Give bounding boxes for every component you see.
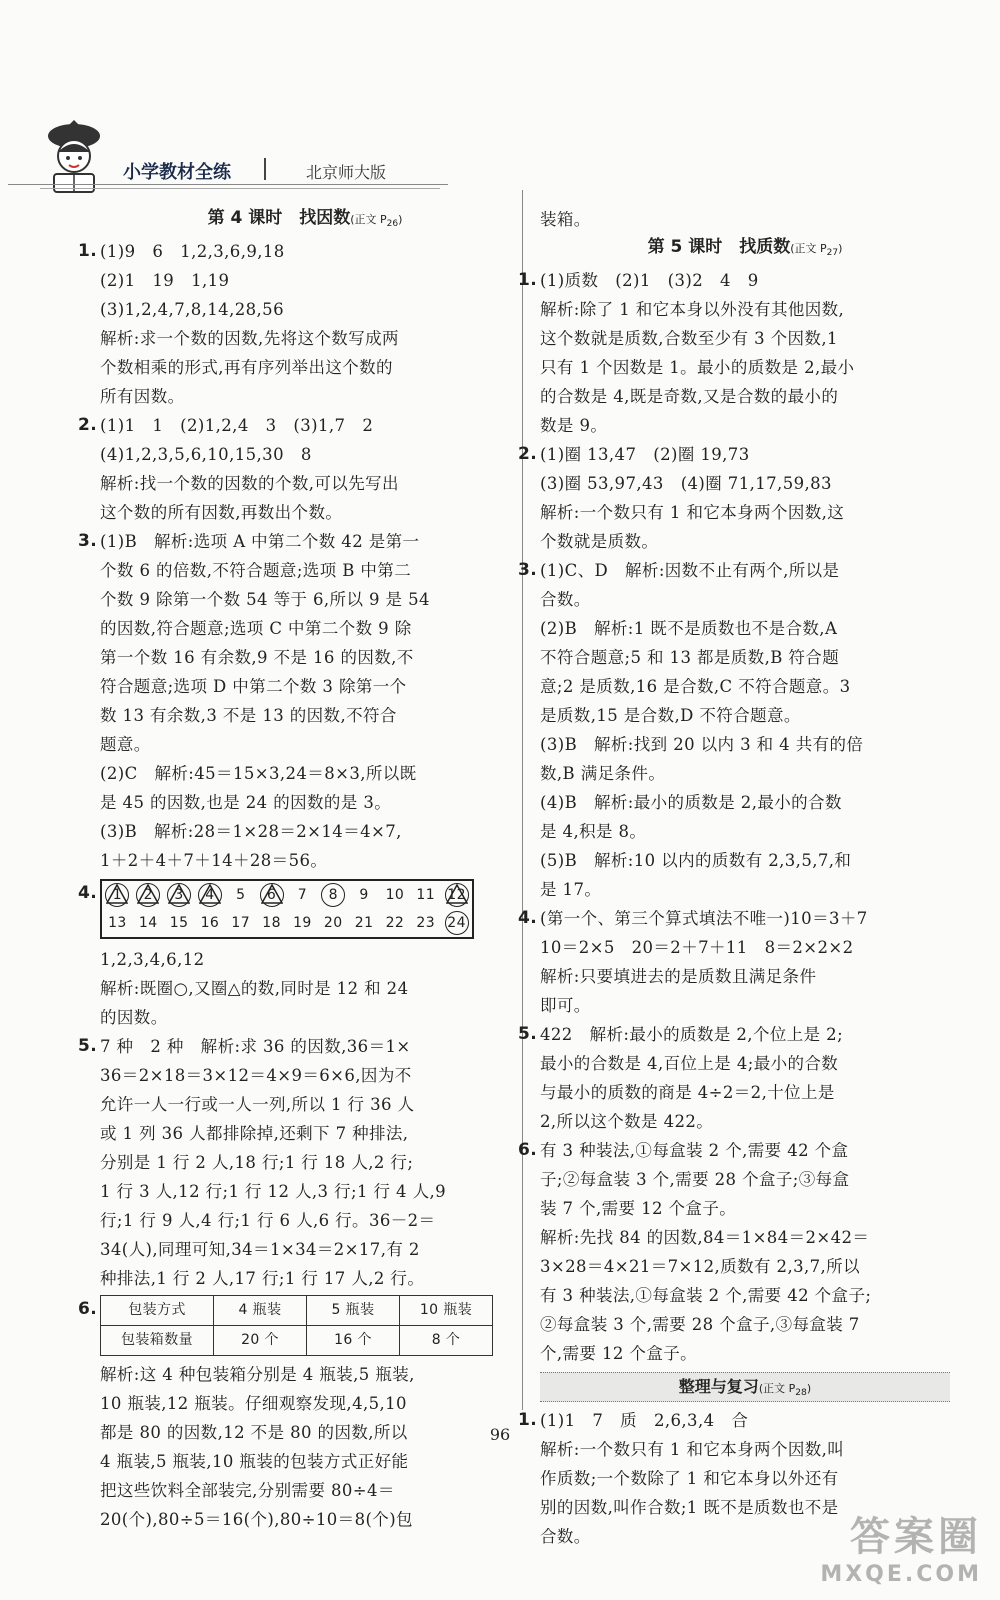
header-rule bbox=[8, 184, 448, 185]
grid-cell: 11 bbox=[416, 887, 436, 903]
question-number: 5. bbox=[78, 1036, 98, 1056]
question-number: 3. bbox=[518, 560, 538, 580]
question-number: 2. bbox=[518, 444, 538, 464]
grid-cell: 13 bbox=[108, 915, 127, 931]
answer-line: 解析:找一个数的因数的个数,可以先写出 bbox=[100, 474, 399, 493]
grid-cell-circled: 24 bbox=[441, 909, 472, 937]
table-row bbox=[101, 1296, 493, 1326]
answer-line: 别的因数,叫作合数;1 既不是质数也不是 bbox=[540, 1498, 839, 1517]
question-number: 1. bbox=[518, 1410, 538, 1430]
left-question-1 bbox=[78, 237, 510, 411]
grid-cell: 7 bbox=[297, 887, 308, 903]
answer-line: (3)B 解析:找到 20 以内 3 和 4 共有的倍 bbox=[540, 735, 864, 754]
table-cell: 包装方式 bbox=[101, 1296, 214, 1326]
grid-cell: 22 bbox=[385, 915, 405, 931]
answer-line: (1)圈 13,47 (2)圈 19,73 bbox=[540, 445, 750, 464]
review-section-title bbox=[540, 1372, 950, 1402]
carry-over bbox=[540, 205, 950, 234]
grid-cell: 20 bbox=[323, 915, 343, 931]
table-cell: 20 个 bbox=[214, 1326, 307, 1356]
answer-line: 10 瓶装,12 瓶装。仔细观察发现,4,5,10 bbox=[100, 1394, 407, 1413]
answer-line: 这个数的所有因数,再数出个数。 bbox=[100, 503, 343, 522]
answer-line: 个数 6 的倍数,不符合题意;选项 B 中第二 bbox=[100, 561, 412, 580]
right-question-1 bbox=[518, 266, 950, 440]
question-number: 4. bbox=[518, 908, 538, 928]
review-ref-prefix: (正文 P bbox=[758, 1382, 796, 1395]
answer-line: 有 3 种装法,①每盒装 2 个,需要 42 个盒子; bbox=[540, 1286, 872, 1305]
question-number: 2. bbox=[78, 415, 98, 435]
answer-line: (1)B 解析:选项 A 中第二个数 42 是第一 bbox=[100, 532, 420, 551]
review-ref bbox=[758, 1382, 812, 1399]
right-question-5 bbox=[518, 1020, 950, 1136]
answer-line: 分别是 1 行 2 人,18 行;1 行 18 人,2 行; bbox=[100, 1153, 414, 1172]
answer-line: 题意。 bbox=[100, 735, 151, 754]
lesson-5-ref-end: ) bbox=[838, 242, 843, 255]
answer-line: (1)1 1 (2)1,2,4 3 (3)1,7 2 bbox=[100, 416, 374, 435]
left-question-6 bbox=[78, 1295, 510, 1534]
grid-cell-circled-triangled bbox=[164, 881, 195, 909]
grid-cell: 10 bbox=[385, 887, 405, 903]
answer-line: 子;②每盒装 3 个,需要 28 个盒子;③每盒 bbox=[540, 1170, 850, 1189]
grid-cell: 21 bbox=[354, 915, 374, 931]
grid-cell: 16 bbox=[200, 915, 220, 931]
answer-line: 合数。 bbox=[540, 590, 591, 609]
answer-line: 种排法,1 行 2 人,17 行;1 行 17 人,2 行。 bbox=[100, 1269, 425, 1288]
answer-line: 的合数是 4,既是奇数,又是合数的最小的 bbox=[540, 387, 839, 406]
answer-line: 解析:既圈○,又圈△的数,同时是 12 和 24 bbox=[100, 979, 409, 998]
answer-line: 有 3 种装法,①每盒装 2 个,需要 42 个盒 bbox=[540, 1141, 849, 1160]
answer-line: (第一个、第三个算式填法不唯一)10＝3＋7 bbox=[540, 909, 868, 928]
answer-line: 行;1 行 9 人,4 行;1 行 6 人,6 行。36－2＝ bbox=[100, 1211, 436, 1230]
answer-line: (4)1,2,3,5,6,10,15,30 8 bbox=[100, 445, 312, 464]
table-cell: 8 个 bbox=[400, 1326, 493, 1356]
answer-line: (2)1 19 1,19 bbox=[100, 271, 230, 290]
lesson-4-ref bbox=[350, 213, 403, 230]
table-cell: 5 瓶装 bbox=[307, 1296, 400, 1326]
answer-line: 10＝2×5 20＝2＋7＋11 8＝2×2×2 bbox=[540, 938, 854, 957]
answer-line: 的因数,符合题意;选项 C 中第二个数 9 除 bbox=[100, 619, 412, 638]
answer-line: 是质数,15 是合数,D 不符合题意。 bbox=[540, 706, 801, 725]
watermark-logo-text: 答案圈 bbox=[850, 1514, 982, 1560]
grid-cell-circled-triangled bbox=[133, 881, 164, 909]
answer-line: 数是 9。 bbox=[540, 416, 608, 435]
grid-cell-value: 3 bbox=[174, 887, 184, 903]
answer-line: 意;2 是质数,16 是合数,C 不符合题意。3 bbox=[540, 677, 851, 696]
lesson-4-ref-end: ) bbox=[398, 213, 403, 226]
answer-line: 2,所以这个数是 422。 bbox=[540, 1112, 714, 1131]
right-question-4 bbox=[518, 904, 950, 1020]
grid-cell-circled-triangled bbox=[256, 881, 287, 909]
answer-line: 个,需要 12 个盒子。 bbox=[540, 1344, 698, 1363]
brand-title: 小学教材全练 bbox=[123, 162, 231, 183]
review-ref-page: 28 bbox=[795, 1387, 807, 1399]
answer-line: 是 4,积是 8。 bbox=[540, 822, 647, 841]
answer-line: (3)B 解析:28＝1×28＝2×14＝4×7, bbox=[100, 822, 402, 841]
answer-line: 作质数;一个数除了 1 和它本身以外还有 bbox=[540, 1469, 839, 1488]
answer-line: 把这些饮料全部装完,分别需要 80÷4＝ bbox=[100, 1481, 395, 1500]
answer-line: (5)B 解析:10 以内的质数有 2,3,5,7,和 bbox=[540, 851, 852, 870]
lesson-4-ref-page: 26 bbox=[386, 219, 399, 230]
table-cell: 10 瓶装 bbox=[400, 1296, 493, 1326]
answer-line: 与最小的质数的商是 4÷2＝2,十位上是 bbox=[540, 1083, 835, 1102]
answer-line: 解析:这 4 种包装箱分别是 4 瓶装,5 瓶装, bbox=[100, 1365, 415, 1384]
answer-line: 36＝2×18＝3×12＝4×9＝6×6,因为不 bbox=[100, 1066, 412, 1085]
answer-line: 装箱。 bbox=[540, 210, 591, 229]
answer-line: (1)质数 (2)1 (3)2 4 9 bbox=[540, 271, 759, 290]
left-question-5 bbox=[78, 1032, 510, 1293]
answer-line: 只有 1 个因数是 1。最小的质数是 2,最小 bbox=[540, 358, 855, 377]
edition-label: 北京师大版 bbox=[306, 163, 387, 182]
header-separator bbox=[264, 158, 266, 180]
answer-line: 20(个),80÷5＝16(个),80÷10＝8(个)包 bbox=[100, 1510, 413, 1529]
answer-line: 第一个数 16 有余数,9 不是 16 的因数,不 bbox=[100, 648, 414, 667]
answer-line: 422 解析:最小的质数是 2,个位上是 2; bbox=[540, 1025, 844, 1044]
review-title-text: 整理与复习 bbox=[678, 1377, 759, 1396]
grid-cell-value: 12 bbox=[447, 887, 466, 903]
mascot-girl-icon bbox=[36, 118, 112, 198]
watermark-url: MXQE.COM bbox=[820, 1562, 982, 1587]
answer-line: 是 17。 bbox=[540, 880, 602, 899]
grid-cell-circled-triangled bbox=[441, 881, 472, 909]
answer-line: 个数相乘的形式,再有序列举出这个数的 bbox=[100, 358, 393, 377]
grid-cell-value: 4 bbox=[205, 887, 215, 903]
answer-line: 个数就是质数。 bbox=[540, 532, 659, 551]
right-column bbox=[518, 205, 950, 1551]
left-question-2 bbox=[78, 411, 510, 527]
answer-line: 解析:求一个数的因数,先将这个数写成两 bbox=[100, 329, 399, 348]
answer-line: 这个数就是质数,合数至少有 3 个因数,1 bbox=[540, 329, 838, 348]
packaging-table bbox=[100, 1295, 493, 1356]
answer-line: 不符合题意;5 和 13 都是质数,B 符合题 bbox=[540, 648, 840, 667]
lesson-5-title bbox=[540, 234, 950, 260]
question-number: 3. bbox=[78, 531, 98, 551]
grid-cell: 14 bbox=[138, 915, 158, 931]
question-number: 1. bbox=[518, 270, 538, 290]
answer-line: 或 1 列 36 人都排除掉,还剩下 7 种排法, bbox=[100, 1124, 409, 1143]
answer-line: 解析:一个数只有 1 和它本身两个因数,这 bbox=[540, 503, 845, 522]
grid-cell: 19 bbox=[293, 915, 312, 931]
grid-cell: 9 bbox=[359, 887, 369, 903]
answer-line: 1 行 3 人,12 行;1 行 12 人,3 行;1 行 4 人,9 bbox=[100, 1182, 447, 1201]
table-cell: 16 个 bbox=[307, 1326, 400, 1356]
header-rule-secondary bbox=[40, 188, 440, 189]
answer-line: 34(人),同理可知,34＝1×34＝2×17,有 2 bbox=[100, 1240, 420, 1259]
answer-line: 即可。 bbox=[540, 996, 591, 1015]
answer-line: 7 种 2 种 解析:求 36 的因数,36＝1× bbox=[100, 1037, 411, 1056]
answer-line: 解析:一个数只有 1 和它本身两个因数,叫 bbox=[540, 1440, 845, 1459]
number-grid bbox=[100, 879, 474, 939]
answer-line: 所有因数。 bbox=[100, 387, 185, 406]
answer-line: ②每盒装 3 个,需要 28 个盒子,③每盒装 7 bbox=[540, 1315, 860, 1334]
answer-line: (1)1 7 质 2,6,3,4 合 bbox=[540, 1411, 749, 1430]
lesson-5-ref-prefix: (正文 P bbox=[790, 242, 827, 255]
left-question-3 bbox=[78, 527, 510, 875]
answer-line: 解析:只要填进去的是质数且满足条件 bbox=[540, 967, 817, 986]
answer-line: 是 45 的因数,也是 24 的因数的是 3。 bbox=[100, 793, 392, 812]
answer-line: 1＋2＋4＋7＋14＋28＝56。 bbox=[100, 851, 328, 870]
column-divider bbox=[522, 190, 523, 1410]
grid-cell-value: 1 bbox=[112, 887, 123, 903]
lesson-4-ref-prefix: (正文 P bbox=[350, 213, 387, 226]
left-column bbox=[78, 205, 510, 1534]
table-row bbox=[101, 1326, 493, 1356]
answer-line: 解析:除了 1 和它本身以外没有其他因数, bbox=[540, 300, 845, 319]
answer-line: 允许一人一行或一人一列,所以 1 行 36 人 bbox=[100, 1095, 415, 1114]
answer-line: (2)B 解析:1 既不是质数也不是合数,A bbox=[540, 619, 838, 638]
question-number: 6. bbox=[518, 1140, 538, 1160]
right-question-3 bbox=[518, 556, 950, 904]
grid-cell-circled-triangled bbox=[195, 881, 226, 909]
right-question-2 bbox=[518, 440, 950, 556]
grid-cell-value: 2 bbox=[143, 887, 153, 903]
grid-cell: 15 bbox=[169, 915, 189, 931]
lesson-5-ref-page: 27 bbox=[826, 248, 839, 259]
site-watermark bbox=[820, 1505, 982, 1587]
question-number: 6. bbox=[78, 1299, 98, 1319]
lesson-5-title-text: 第 5 课时 找质数 bbox=[647, 237, 791, 257]
answer-line: 3×28＝4×21＝7×12,质数有 2,3,7,所以 bbox=[540, 1257, 860, 1276]
answer-line: (3)圈 53,97,43 (4)圈 71,17,59,83 bbox=[540, 474, 832, 493]
right-question-6 bbox=[518, 1136, 950, 1368]
grid-cell: 23 bbox=[416, 915, 436, 931]
answer-line: 合数。 bbox=[540, 1527, 591, 1546]
answer-line: 解析:先找 84 的因数,84＝1×84＝2×42＝ bbox=[540, 1228, 870, 1247]
grid-cell: 18 bbox=[262, 915, 281, 931]
answer-line: (4)B 解析:最小的质数是 2,最小的合数 bbox=[540, 793, 842, 812]
answer-line: 都是 80 的因数,12 不是 80 的因数,所以 bbox=[100, 1423, 408, 1442]
question-number: 5. bbox=[518, 1024, 538, 1044]
answer-line: 的因数。 bbox=[100, 1008, 168, 1027]
lesson-4-title-text: 第 4 课时 找因数 bbox=[207, 208, 351, 228]
answer-line: (2)C 解析:45＝15×3,24＝8×3,所以既 bbox=[100, 764, 417, 783]
question-number: 4. bbox=[78, 883, 98, 903]
grid-cell: 5 bbox=[236, 887, 246, 903]
grid-cell: 17 bbox=[231, 915, 251, 931]
answer-line: (3)1,2,4,7,8,14,28,56 bbox=[100, 300, 284, 319]
page-header bbox=[0, 118, 1000, 198]
answer-line: 4 瓶装,5 瓶装,10 瓶装的包装方式正好能 bbox=[100, 1452, 409, 1471]
table-cell: 包装箱数量 bbox=[101, 1326, 214, 1356]
answer-line: 数,B 满足条件。 bbox=[540, 764, 666, 783]
review-ref-end: ) bbox=[806, 1382, 812, 1395]
answer-line: 个数 9 除第一个数 54 等于 6,所以 9 是 54 bbox=[100, 590, 430, 609]
answer-line: 数 13 有余数,3 不是 13 的因数,不符合 bbox=[100, 706, 397, 725]
grid-cell-value: 6 bbox=[266, 887, 277, 903]
answer-line: 装 7 个,需要 12 个盒子。 bbox=[540, 1199, 737, 1218]
grid-cell-circled-triangled bbox=[102, 881, 133, 909]
left-question-4 bbox=[78, 879, 510, 1032]
grid-cell-circled: 8 bbox=[318, 881, 349, 909]
answer-line: 最小的合数是 4,百位上是 4;最小的合数 bbox=[540, 1054, 839, 1073]
page-number: 96 bbox=[489, 1425, 511, 1444]
answer-line: (1)9 6 1,2,3,6,9,18 bbox=[100, 242, 285, 261]
answer-line: 符合题意;选项 D 中第二个数 3 除第一个 bbox=[100, 677, 407, 696]
answer-line: (1)C、D 解析:因数不止有两个,所以是 bbox=[540, 561, 840, 580]
question-number: 1. bbox=[78, 241, 98, 261]
lesson-4-title bbox=[100, 205, 510, 231]
table-cell: 4 瓶装 bbox=[214, 1296, 307, 1326]
answer-line: 1,2,3,4,6,12 bbox=[100, 950, 205, 969]
lesson-5-ref bbox=[790, 242, 843, 259]
